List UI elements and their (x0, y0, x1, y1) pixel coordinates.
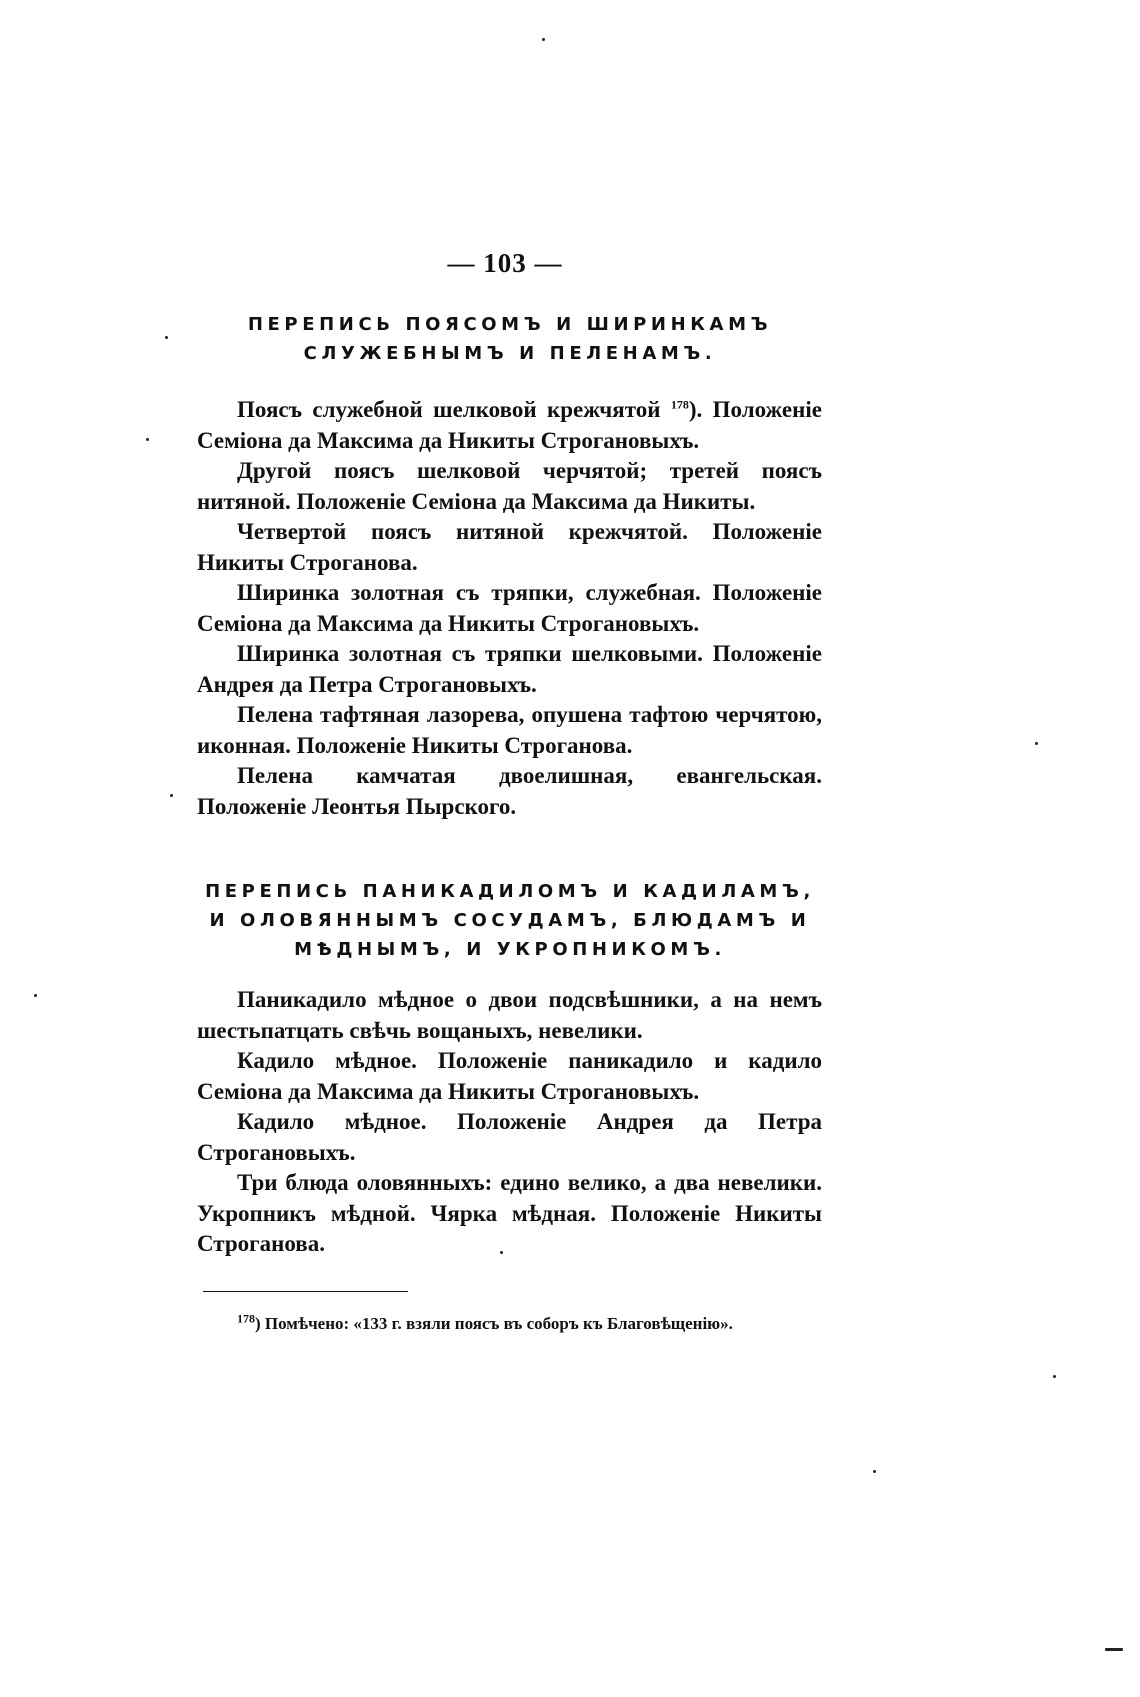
paragraph: Ширинка золотная съ тряпки шелковыми. Положенie Андрея да Петра Строгановыхъ. (197, 641, 822, 697)
scan-speck (170, 794, 173, 797)
paragraph: Ширинка золотная съ тряпки, служебная. Положенie Семiона да Максима да Никиты Строгановыхъ. (197, 580, 822, 636)
paragraph-text: Поясъ служебной шелковой крежчятой (237, 397, 661, 422)
paragraph: Кадило мѣдное. Положенie Андрея да Петра Строгановыхъ. (197, 1109, 822, 1165)
scan-speck (146, 438, 149, 441)
paragraph-text: ). Положенie Семiона да Максима да Никиты Строгановыхъ. (197, 397, 822, 453)
scan-speck (34, 994, 37, 997)
scan-speck (500, 1251, 503, 1254)
footnote-reference: 178 (670, 397, 689, 412)
scan-speck (542, 38, 545, 41)
paragraph: Пелена камчатая двоелишная, евангельская. Положенie Леонтья Пырского. (197, 763, 822, 819)
footnote-divider (203, 1291, 408, 1292)
paragraph: Три блюда оловянныхъ: едино велико, а два невелики. Укропникъ мѣдной. Чярка мѣдная. Положенie Никиты Строганова. (197, 1170, 822, 1256)
scan-speck (873, 1470, 876, 1473)
paragraph (197, 395, 822, 456)
paragraph: Кадило мѣдное. Положенie паникадило и кадило Семiона да Максима да Никиты Строгановыхъ. (197, 1048, 822, 1104)
paragraph: Паникадило мѣдное о двои подсвѣшники, а на немъ шестьпатцать свѣчь вощаныхъ, невелики. (197, 987, 822, 1043)
section-heading-censers: ПЕРЕПИСЬ ПАНИКАДИЛОМЪ И КАДИЛАМЪ, И ОЛОВЯННЫМЪ СОСУДАМЪ, БЛЮДАМЪ И МѢДНЫМЪ, И УКРОПНИКОМЪ. (205, 881, 815, 960)
page-number: — 103 — (447, 248, 563, 278)
scan-speck (1105, 1648, 1123, 1651)
scan-speck (1035, 742, 1038, 745)
footnote (237, 1313, 837, 1335)
paragraph: Четвертой поясъ нитяной крежчятой. Положенie Никиты Строганова. (197, 519, 822, 575)
scan-speck (165, 336, 168, 339)
footnote-marker: 178 (237, 1311, 255, 1326)
paragraph: Пелена тафтяная лазорева, опушена тафтою черчятою, иконная. Положенie Никиты Строганова. (197, 702, 822, 758)
section-body-censers (197, 985, 822, 1260)
scan-speck (1053, 1375, 1056, 1378)
footnote-text: ) Помѣчено: «133 г. взяли поясъ въ соборъ къ Благовѣщенiю». (255, 1314, 733, 1333)
paragraph: Другой поясъ шелковой черчятой; третей поясъ нитяной. Положенie Семiона да Максима да Никиты. (197, 458, 822, 514)
section-heading-belts: ПЕРЕПИСЬ ПОЯСОМЪ И ШИРИНКАМЪ СЛУЖЕБНЫМЪ И ПЕЛЕНАМЪ. (247, 314, 773, 364)
section-body-belts (197, 395, 822, 822)
